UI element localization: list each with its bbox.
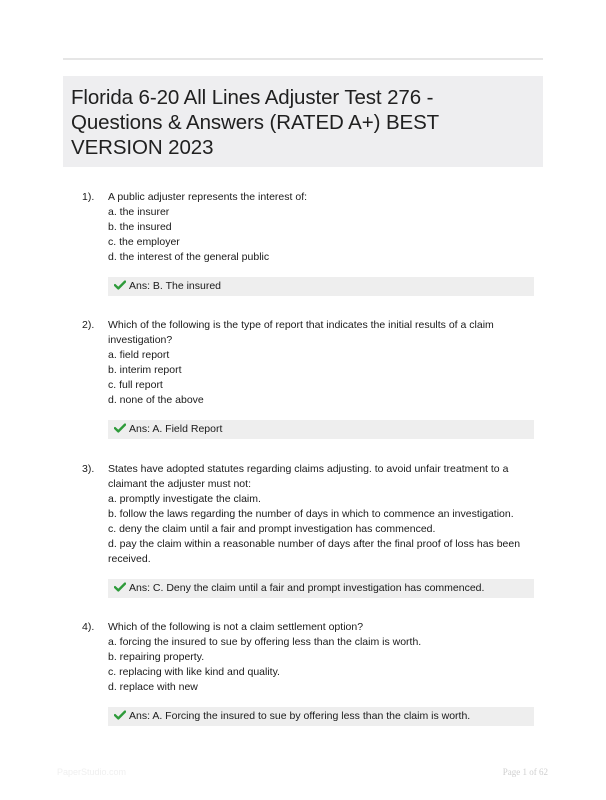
question-number: 2). bbox=[82, 319, 95, 331]
page-number: Page 1 of 62 bbox=[502, 767, 548, 777]
checkmark-icon bbox=[114, 710, 126, 720]
title-line: Questions & Answers (RATED A+) BEST bbox=[71, 111, 440, 134]
question-line: Which of the following is the type of report that indicates the initial results of a claim bbox=[108, 319, 494, 331]
option-b: b. repairing property. bbox=[108, 651, 205, 663]
answer-box bbox=[108, 707, 534, 726]
question-text bbox=[108, 462, 542, 567]
option-b: b. the insured bbox=[108, 221, 172, 233]
option-a: a. promptly investigate the claim. bbox=[108, 493, 261, 505]
question-line: investigation? bbox=[108, 334, 173, 346]
option-d: d. none of the above bbox=[108, 394, 204, 406]
title-line: Florida 6-20 All Lines Adjuster Test 276 - bbox=[71, 86, 434, 109]
answer-text: Ans: A. Field Report bbox=[129, 423, 223, 435]
question-number: 4). bbox=[82, 621, 95, 633]
footer-watermark: PaperStudio.com bbox=[57, 767, 127, 777]
checkmark-icon bbox=[114, 582, 126, 592]
option-d: d. the interest of the general public bbox=[108, 251, 270, 263]
answer-text: Ans: B. The insured bbox=[129, 280, 222, 292]
option-b: b. follow the laws regarding the number of days in which to commence an investigation. bbox=[108, 508, 514, 520]
question-line: Which of the following is not a claim settlement option? bbox=[108, 621, 364, 633]
question-number: 3). bbox=[82, 463, 95, 475]
answer-box bbox=[108, 420, 534, 439]
question-3 bbox=[82, 462, 542, 598]
option-c: c. full report bbox=[108, 379, 163, 391]
top-divider bbox=[63, 58, 543, 60]
question-text bbox=[108, 190, 542, 265]
question-line: claimant the adjuster must not: bbox=[108, 478, 251, 490]
option-a: a. forcing the insured to sue by offering less than the claim is worth. bbox=[108, 636, 422, 648]
answer-box bbox=[108, 579, 534, 598]
option-d-continued: received. bbox=[108, 553, 151, 565]
answer-text: Ans: C. Deny the claim until a fair and prompt investigation has commenced. bbox=[129, 582, 485, 594]
checkmark-icon bbox=[114, 280, 126, 290]
question-line: States have adopted statutes regarding claims adjusting. to avoid unfair treatment to a bbox=[108, 463, 509, 475]
document-title bbox=[71, 85, 534, 160]
question-2 bbox=[82, 318, 542, 439]
question-1 bbox=[82, 190, 542, 296]
checkmark-icon bbox=[114, 423, 126, 433]
title-banner bbox=[63, 76, 543, 167]
option-a: a. field report bbox=[108, 349, 170, 361]
option-c: c. replacing with like kind and quality. bbox=[108, 666, 280, 678]
option-d: d. pay the claim within a reasonable number of days after the final proof of loss has been bbox=[108, 538, 521, 550]
option-d: d. replace with new bbox=[108, 681, 198, 693]
question-line: A public adjuster represents the interest of: bbox=[108, 191, 308, 203]
title-line: VERSION 2023 bbox=[71, 136, 214, 159]
option-a: a. the insurer bbox=[108, 206, 170, 218]
answer-text: Ans: A. Forcing the insured to sue by offering less than the claim is worth. bbox=[129, 710, 471, 722]
option-c: c. deny the claim until a fair and prompt investigation has commenced. bbox=[108, 523, 436, 535]
option-b: b. interim report bbox=[108, 364, 182, 376]
question-text bbox=[108, 620, 542, 695]
option-c: c. the employer bbox=[108, 236, 180, 248]
question-4 bbox=[82, 620, 542, 726]
answer-box bbox=[108, 277, 534, 296]
question-number: 1). bbox=[82, 191, 95, 203]
question-text bbox=[108, 318, 542, 408]
